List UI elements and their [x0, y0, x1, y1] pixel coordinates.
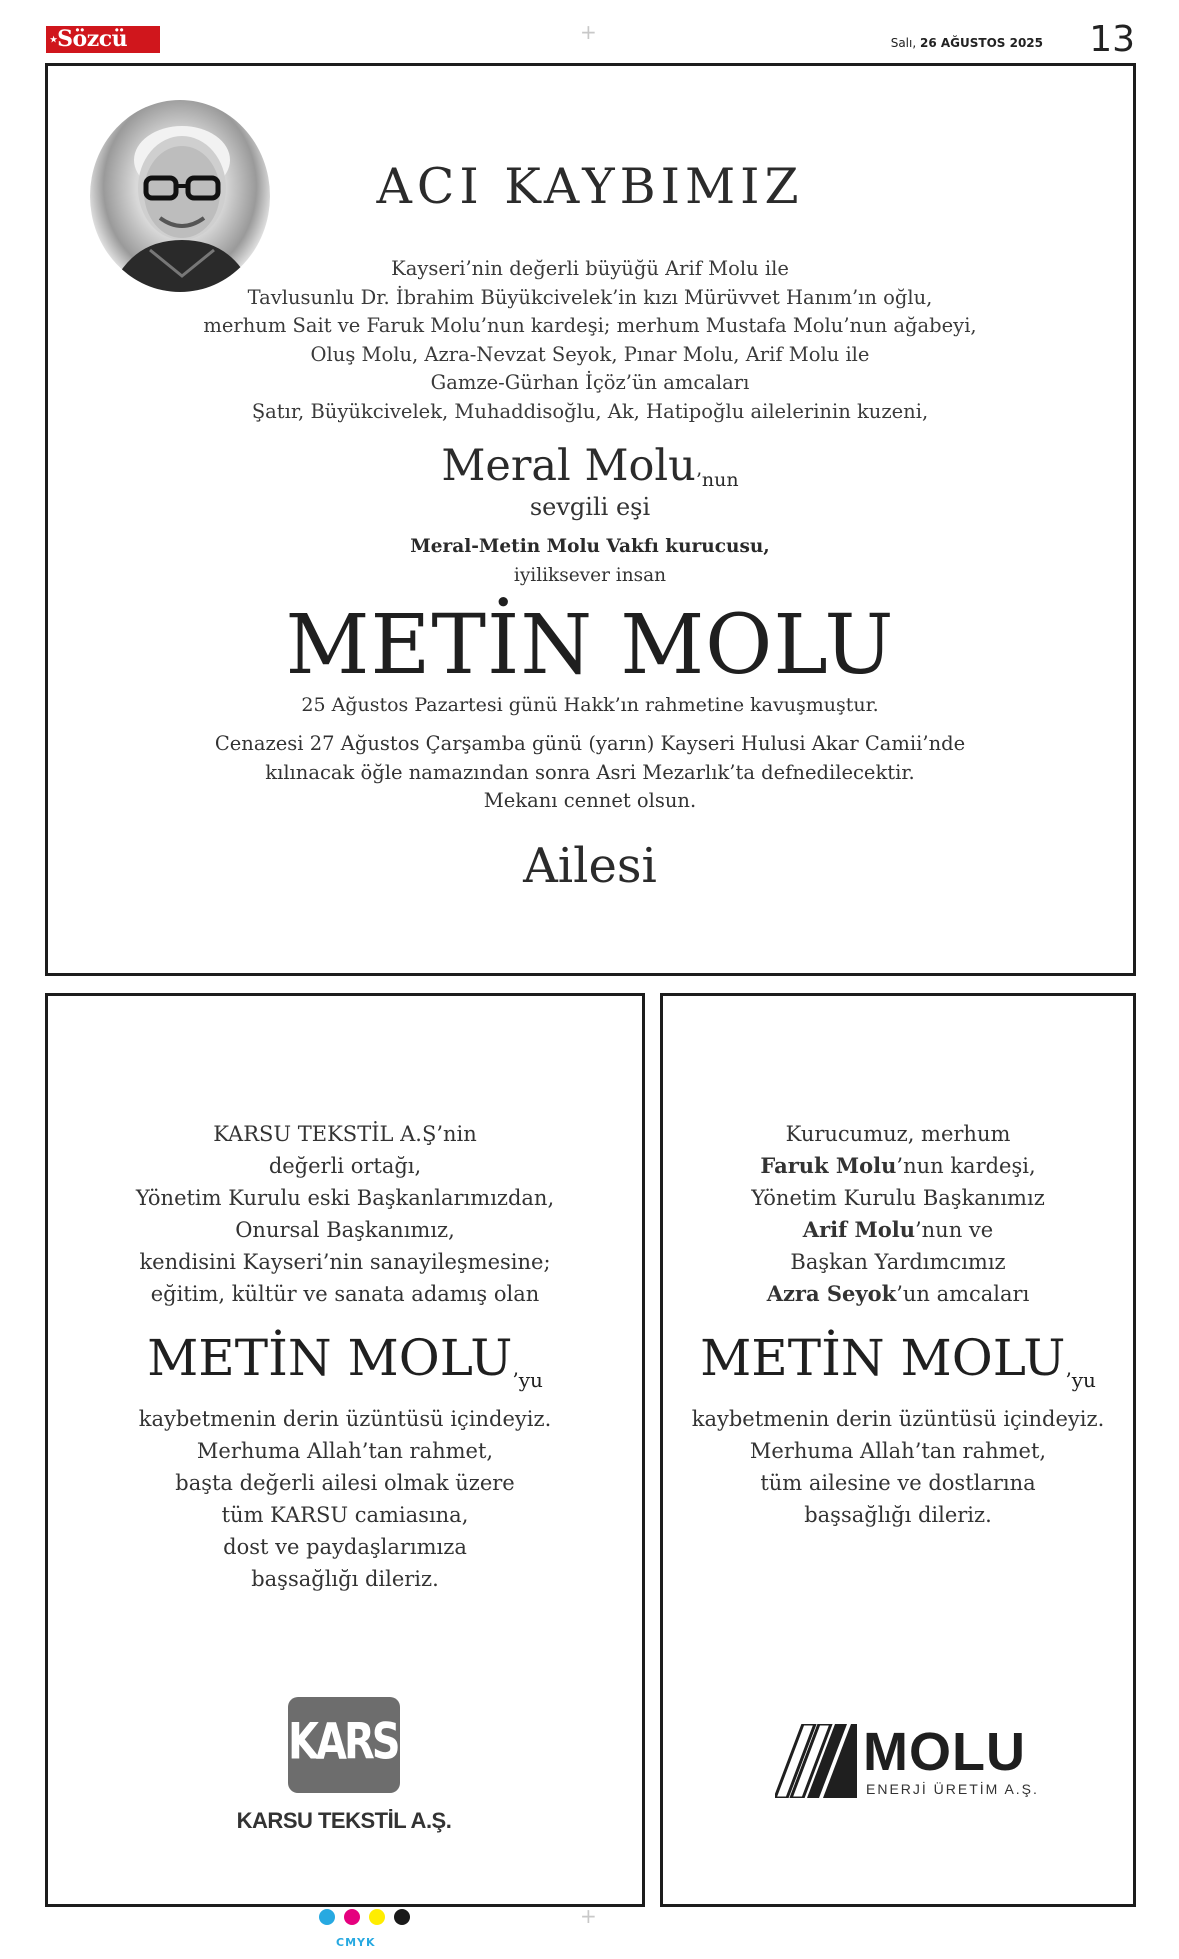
line-rest: ’nun ve: [914, 1218, 994, 1242]
magenta-dot: [344, 1909, 360, 1925]
karsu-condolence-line: tüm KARSU camiasına,: [221, 1503, 469, 1527]
molu-intro: [663, 1118, 1133, 1310]
molu-logo-subtitle: ENERJİ ÜRETİM A.Ş.: [866, 1781, 1039, 1797]
line-rest: ’un amcaları: [896, 1282, 1030, 1306]
foundation-text: Meral-Metin Molu Vakfı kurucusu,: [410, 536, 770, 557]
molu-intro-line: [663, 1278, 1133, 1310]
yellow-dot: [369, 1909, 385, 1925]
registration-mark: +: [580, 1904, 597, 1928]
molu-intro-line: Kurucumuz, merhum: [785, 1122, 1011, 1146]
intro-line: Tavlusunlu Dr. İbrahim Büyükcivelek’in kızı Mürüvvet Hanım’ın oğlu,: [247, 285, 933, 309]
funeral-line: Mekanı cennet olsun.: [483, 789, 697, 812]
karsu-intro-line: KARSU TEKSTİL A.Ş’nin: [213, 1122, 477, 1146]
intro-line: Kayseri’nin değerli büyüğü Arif Molu ile: [391, 257, 789, 280]
karsu-logo-text: KARSU: [288, 1713, 428, 1771]
intro-line: Şatır, Büyükcivelek, Muhaddisoğlu, Ak, Hatipoğlu ailelerinin kuzeni,: [251, 399, 929, 423]
cmyk-color-dots: [318, 1908, 418, 1926]
cmyk-label: CMYK: [336, 1936, 376, 1949]
bold-name: Faruk Molu: [760, 1153, 897, 1178]
karsu-intro-line: değerli ortağı,: [268, 1154, 422, 1178]
notice-title: ACI KAYBIMIZ: [376, 158, 804, 215]
karsu-condolence: [48, 1403, 642, 1595]
issue-date: [891, 36, 1043, 50]
funeral-paragraph: [160, 730, 1020, 816]
karsu-intro: [48, 1118, 642, 1310]
funeral-line: Cenazesi 27 Ağustos Çarşamba günü (yarın) Kayseri Hulusi Akar Camii’nde: [214, 732, 966, 755]
description-text: iyiliksever insan: [513, 565, 667, 586]
molu-logo-word: MOLU: [863, 1722, 1026, 1782]
intro-line: Oluş Molu, Azra-Nevzat Seyok, Pınar Molu, Arif Molu ile: [310, 342, 870, 366]
intro-line: merhum Sait ve Faruk Molu’nun kardeşi; merhum Mustafa Molu’nun ağabeyi,: [203, 314, 977, 337]
karsu-condolence-line: Merhuma Allah’tan rahmet,: [196, 1439, 494, 1463]
molu-intro-line: [663, 1150, 1133, 1182]
page-number: 13: [1089, 19, 1135, 60]
karsu-condolence-line: dost ve paydaşlarımıza: [223, 1535, 467, 1559]
molu-name-suffix: ’yu: [1065, 1368, 1096, 1392]
karsu-intro-line: eğitim, kültür ve sanata adamış olan: [150, 1282, 540, 1306]
karsu-intro-line: kendisini Kayseri’nin sanayileşmesine;: [139, 1250, 551, 1274]
logo-text: Sözcü: [57, 26, 128, 52]
sozcu-logo: [46, 26, 160, 53]
death-date-text: 25 Ağustos Pazartesi günü Hakk’ın rahmetine kavuşmuştur.: [301, 694, 879, 716]
logo-mark: ★: [50, 34, 58, 44]
wife-name-text: Meral Molu: [441, 441, 696, 491]
karsu-intro-line: Onursal Başkanımız,: [235, 1218, 455, 1242]
molu-condolence-line: Merhuma Allah’tan rahmet,: [749, 1439, 1047, 1463]
molu-condolence: [663, 1403, 1133, 1531]
bold-name: Arif Molu: [802, 1217, 915, 1242]
relation-text: sevgili eşi: [529, 493, 651, 521]
karsu-name-text: METİN MOLU: [147, 1329, 513, 1387]
intro-line: Gamze-Gürhan İçöz’ün amcaları: [430, 371, 750, 394]
wife-name-suffix: ’nun: [695, 469, 739, 491]
intro-paragraph: [160, 255, 1020, 426]
line-rest: ’nun kardeşi,: [896, 1154, 1036, 1178]
karsu-condolence-line: başsağlığı dileriz.: [251, 1567, 439, 1591]
issue-date-text: 26 AĞUSTOS 2025: [919, 36, 1043, 50]
molu-condolence-line: kaybetmenin derin üzüntüsü içindeyiz.: [691, 1407, 1105, 1431]
funeral-line: kılınacak öğle namazından sonra Asri Mezarlık’ta defnedilecektir.: [265, 760, 915, 784]
cyan-dot: [319, 1909, 335, 1925]
registration-mark: +: [580, 20, 597, 44]
molu-intro-line: [663, 1214, 1133, 1246]
karsu-condolence-line: kaybetmenin derin üzüntüsü içindeyiz.: [138, 1407, 552, 1431]
karsu-deceased-name: [48, 1328, 642, 1410]
karsu-name-suffix: ’yu: [512, 1368, 543, 1392]
black-dot: [394, 1909, 410, 1925]
molu-name-text: METİN MOLU: [700, 1329, 1066, 1387]
signature: Ailesi: [523, 838, 657, 894]
deceased-name: METİN MOLU: [285, 598, 895, 693]
issue-day: Salı,: [890, 36, 917, 50]
molu-condolence-line: tüm ailesine ve dostlarına: [760, 1471, 1036, 1495]
bold-name: Azra Seyok: [766, 1281, 897, 1306]
karsu-condolence-line: başta değerli ailesi olmak üzere: [175, 1471, 515, 1495]
molu-deceased-name: [663, 1328, 1133, 1410]
molu-logo-icon: [775, 1724, 857, 1798]
molu-intro-line: Başkan Yardımcımız: [790, 1250, 1006, 1274]
molu-intro-line: Yönetim Kurulu Başkanımız: [751, 1186, 1045, 1210]
karsu-intro-line: Yönetim Kurulu eski Başkanlarımızdan,: [135, 1186, 555, 1210]
molu-condolence-line: başsağlığı dileriz.: [804, 1503, 992, 1527]
karsu-company-name: KARSU TEKSTİL A.Ş.: [236, 1808, 452, 1833]
